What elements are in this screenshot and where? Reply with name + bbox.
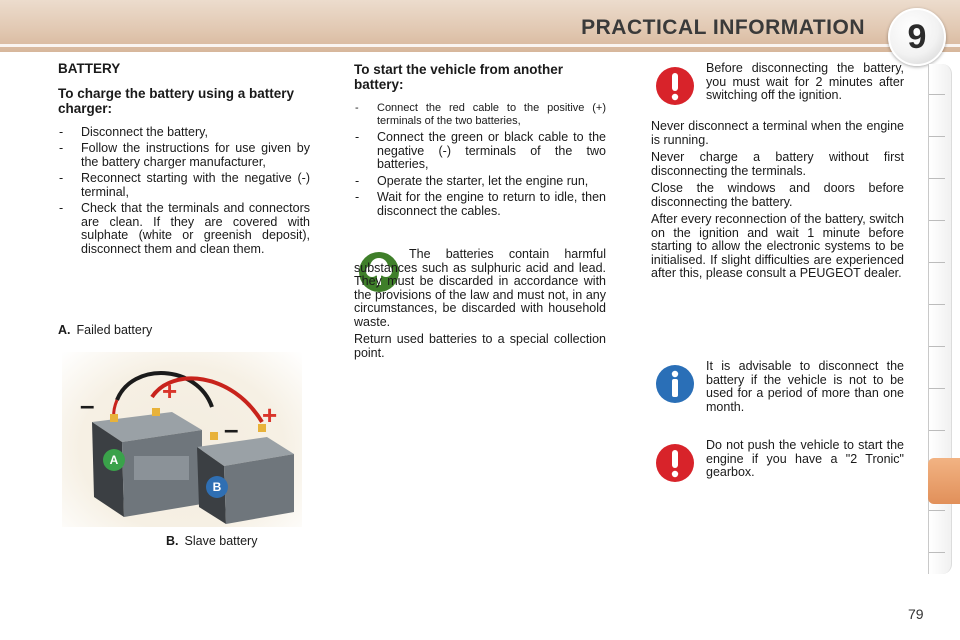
tab-divider	[929, 220, 945, 221]
tab-divider	[929, 178, 945, 179]
info-text: It is advisable to disconnect the battery if the vehicle is not to be used for a period of more than one month.	[706, 359, 904, 414]
jump-start-subtitle: To start the vehicle from another battery:	[354, 62, 564, 92]
chapter-number-badge: 9	[888, 8, 946, 66]
page-number: 79	[908, 606, 924, 622]
caption-text: Failed battery	[76, 323, 153, 337]
batteries-drawing	[62, 352, 302, 527]
jump-start-steps-list	[354, 102, 606, 218]
charger-subtitle: To charge the battery using a battery charger:	[58, 85, 295, 116]
clamp	[110, 414, 118, 422]
environment-note: The batteries contain harmful substances such as sulphuric acid and lead. They must be discarded in accordance with the provisions of the law and must not, in any circumstances, be discarded with household waste.	[354, 247, 606, 329]
battery-charger-section	[58, 62, 310, 259]
warning-note-1	[706, 62, 904, 107]
tab-divider	[929, 304, 945, 305]
plus-sign-b: +	[262, 400, 278, 430]
environment-note-block	[354, 248, 606, 364]
list-item: - Operate the starter, let the engine run,	[354, 175, 606, 189]
recycle-note: Return used batteries to a special collection point.	[354, 332, 606, 360]
minus-sign-b: –	[224, 414, 239, 444]
battery-precautions	[651, 120, 904, 285]
battery-a	[92, 408, 202, 517]
warning-text: Before disconnecting the battery, you must wait for 2 minutes after switching off the ignition.	[706, 61, 904, 102]
caption-text: Slave battery	[184, 534, 258, 548]
precaution-paragraph: After every reconnection of the battery, switch on the ignition and wait 1 minute before starting to allow the electronic systems to be initialised. If slight difficulties are experienced after this, please consult a PEUGEOT dealer.	[651, 212, 904, 280]
tab-divider	[929, 94, 945, 95]
warning-text: Do not push the vehicle to start the engine if you have a "2 Tronic" gearbox.	[706, 438, 904, 479]
tab-divider	[929, 430, 945, 431]
list-item: - Follow the instructions for use given by the battery charger manufacturer,	[58, 142, 310, 169]
list-item: - Reconnect starting with the negative (-) terminal,	[58, 172, 310, 199]
list-item: - Disconnect the battery,	[58, 126, 310, 140]
warning-note-2	[706, 439, 904, 484]
tab-divider	[929, 136, 945, 137]
list-item: - Connect the green or black cable to the negative (-) terminals of the two batteries,	[354, 131, 606, 172]
jump-start-illustration	[62, 352, 302, 527]
caption-letter: B.	[166, 534, 179, 548]
tab-divider	[929, 388, 945, 389]
battery-b	[197, 424, 294, 524]
warning-icon	[655, 66, 695, 106]
tab-divider	[929, 510, 945, 511]
header-divider	[0, 44, 960, 47]
active-chapter-tab[interactable]	[928, 458, 960, 504]
list-item: - Connect the red cable to the positive (+) terminals of the two batteries,	[354, 102, 606, 128]
warning-icon	[655, 443, 695, 483]
caption-failed-battery	[58, 323, 152, 337]
jump-start-section	[354, 62, 606, 221]
clamp	[210, 432, 218, 440]
precaution-paragraph: Never disconnect a terminal when the engine is running.	[651, 119, 904, 147]
precaution-paragraph: Never charge a battery without first disconnecting the terminals.	[651, 150, 904, 178]
caption-slave-battery	[166, 534, 257, 548]
chapter-title: PRACTICAL INFORMATION	[581, 16, 865, 39]
charger-steps-list	[58, 126, 310, 257]
info-note	[706, 360, 904, 418]
precaution-paragraph: Close the windows and doors before disconnecting the battery.	[651, 181, 904, 209]
caption-letter: A.	[58, 323, 71, 337]
list-item: - Check that the terminals and connectors are clean. If they are covered with sulphate (white or greenish deposit), disconnect them and clean them.	[58, 202, 310, 256]
tab-divider	[929, 346, 945, 347]
clamp	[152, 408, 160, 416]
tab-divider	[929, 262, 945, 263]
info-icon	[655, 364, 695, 404]
battery-a-label: A	[109, 453, 119, 467]
battery-b-label: B	[212, 480, 222, 494]
section-title: BATTERY	[58, 61, 121, 76]
minus-sign-a: –	[80, 390, 95, 420]
tab-divider	[929, 552, 945, 553]
list-item: - Wait for the engine to return to idle, then disconnect the cables.	[354, 191, 606, 218]
plus-sign-a: +	[162, 376, 178, 406]
